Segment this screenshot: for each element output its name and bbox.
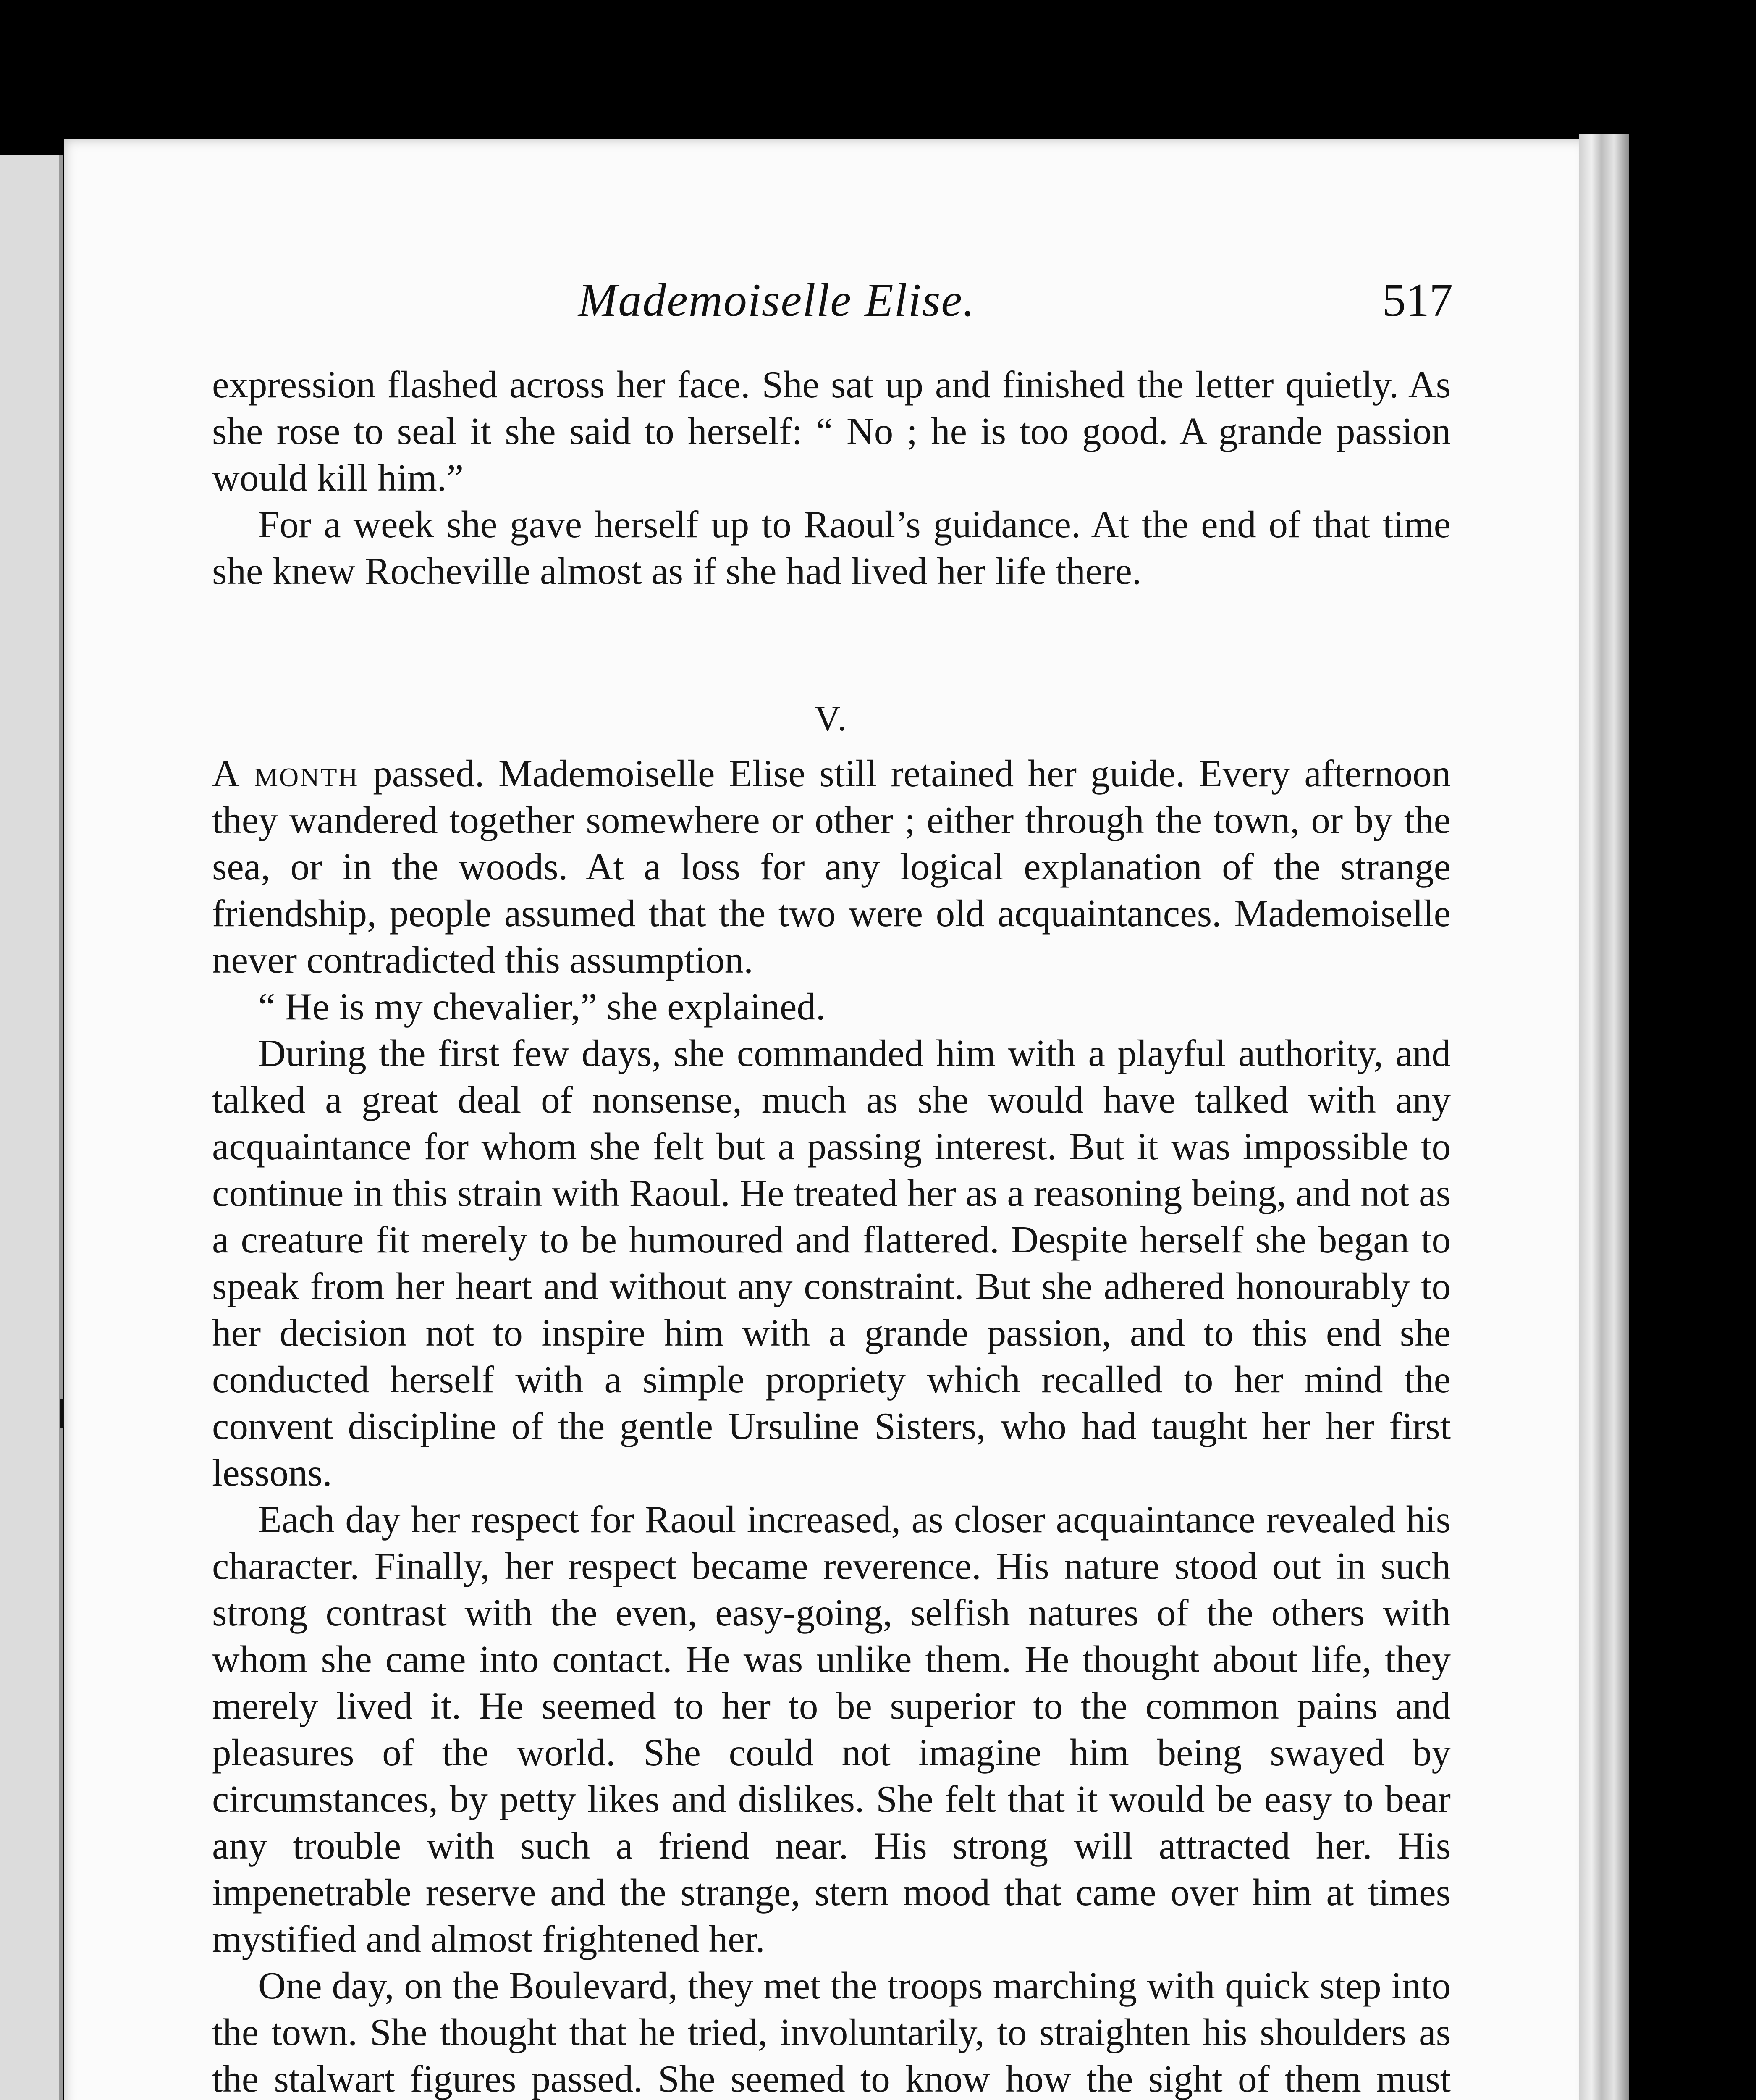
paragraph-section-opening <box>212 750 1451 983</box>
facing-page-edge <box>0 155 63 2100</box>
paragraph: One day, on the Boulevard, they met the troops marching with quick step into the town. She thought that he tried, involuntarily, to straighten his shoulders as the stalwart figures passed. She seemed to know how the sight of them must <box>212 1964 1451 2100</box>
opening-rest: passed. Mademoiselle Elise still retained her guide. Every afternoon they wandered together somewhere or other ; either through the town, or by the sea, or in the woods. At a loss for any logical explanation of the strange friendship, people assumed that the two were old acquaintances. Mademoiselle never contradicted this assumption. <box>212 752 1451 981</box>
running-head <box>210 269 1453 332</box>
margin-mark-upper <box>60 1399 64 1428</box>
opening-small-caps: A month <box>212 752 359 795</box>
paragraph: During the first few days, she commanded him with a playful authority, and talked a great deal of nonsense, much as she would have talked with any acquaintance for whom she felt but a passing interest. But it was impossible to continue in this strain with Raoul. He treated her as a reasoning being, and not as a creature fit merely to be humoured and flattered. Despite herself she began to speak from her heart and without any constraint. But she adhered honourably to her decision not to inspire him with a grande passion, and to this end she conducted herself with a simple propriety which recalled to her mind the convent discipline of the gentle Ursuline Sisters, who had taught her her first lessons. <box>212 1032 1451 1494</box>
body-text <box>212 361 1451 2100</box>
paragraph-continued: expression flashed across her face. She sat up and finished the letter quietly. As she rose to seal it she said to herself: “ No ; he is too good. A grande passion would kill him.” <box>212 363 1451 499</box>
page-number: 517 <box>1382 274 1453 326</box>
paragraph: For a week she gave herself up to Raoul’s guidance. At the end of that time she knew Rocheville almost as if she had lived her life there. <box>212 503 1451 592</box>
section-number: V. <box>814 698 849 738</box>
paragraph: Each day her respect for Raoul increased, as closer acquaintance revealed his character. Finally, her respect became reverence. His nature stood out in such strong contrast with the even, easy-going, selfish natures of the others with whom she came into contact. He was unlike them. He thought about life, they merely lived it. He seemed to her to be superior to the common pains and pleasures of the world. She could not imagine him being swayed by circumstances, by petty likes and dislikes. She felt that it would be easy to bear any trouble with such a friend near. His strong will attracted her. His impenetrable reserve and the strange, stern mood that came over him at times mystified and almost frightened her. <box>212 1498 1451 1960</box>
running-title: Mademoiselle Elise. <box>578 274 976 326</box>
page-stack-edge <box>1579 134 1629 2100</box>
paragraph: “ He is my chevalier,” she explained. <box>258 985 826 1028</box>
